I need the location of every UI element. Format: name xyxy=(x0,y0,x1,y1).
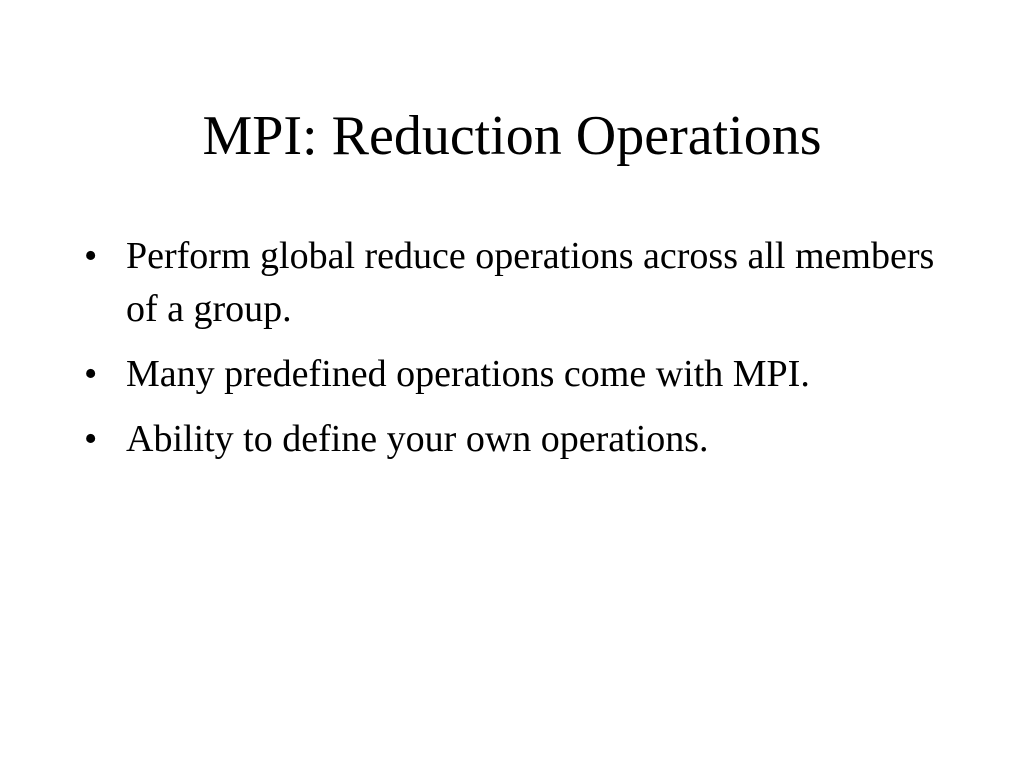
bullet-marker: • xyxy=(84,235,98,277)
bullet-item xyxy=(84,230,964,336)
bullet-text: Many predefined operations come with MPI. xyxy=(126,353,810,395)
bullet-text: Perform global reduce operations across all members of a group. xyxy=(126,235,935,330)
bullet-list xyxy=(84,230,964,478)
bullet-item xyxy=(84,348,964,401)
bullet-text: Ability to define your own operations. xyxy=(126,418,709,460)
bullet-item xyxy=(84,413,964,466)
slide-title: MPI: Reduction Operations xyxy=(202,105,822,167)
bullet-marker: • xyxy=(84,353,98,395)
bullet-marker: • xyxy=(84,418,98,460)
